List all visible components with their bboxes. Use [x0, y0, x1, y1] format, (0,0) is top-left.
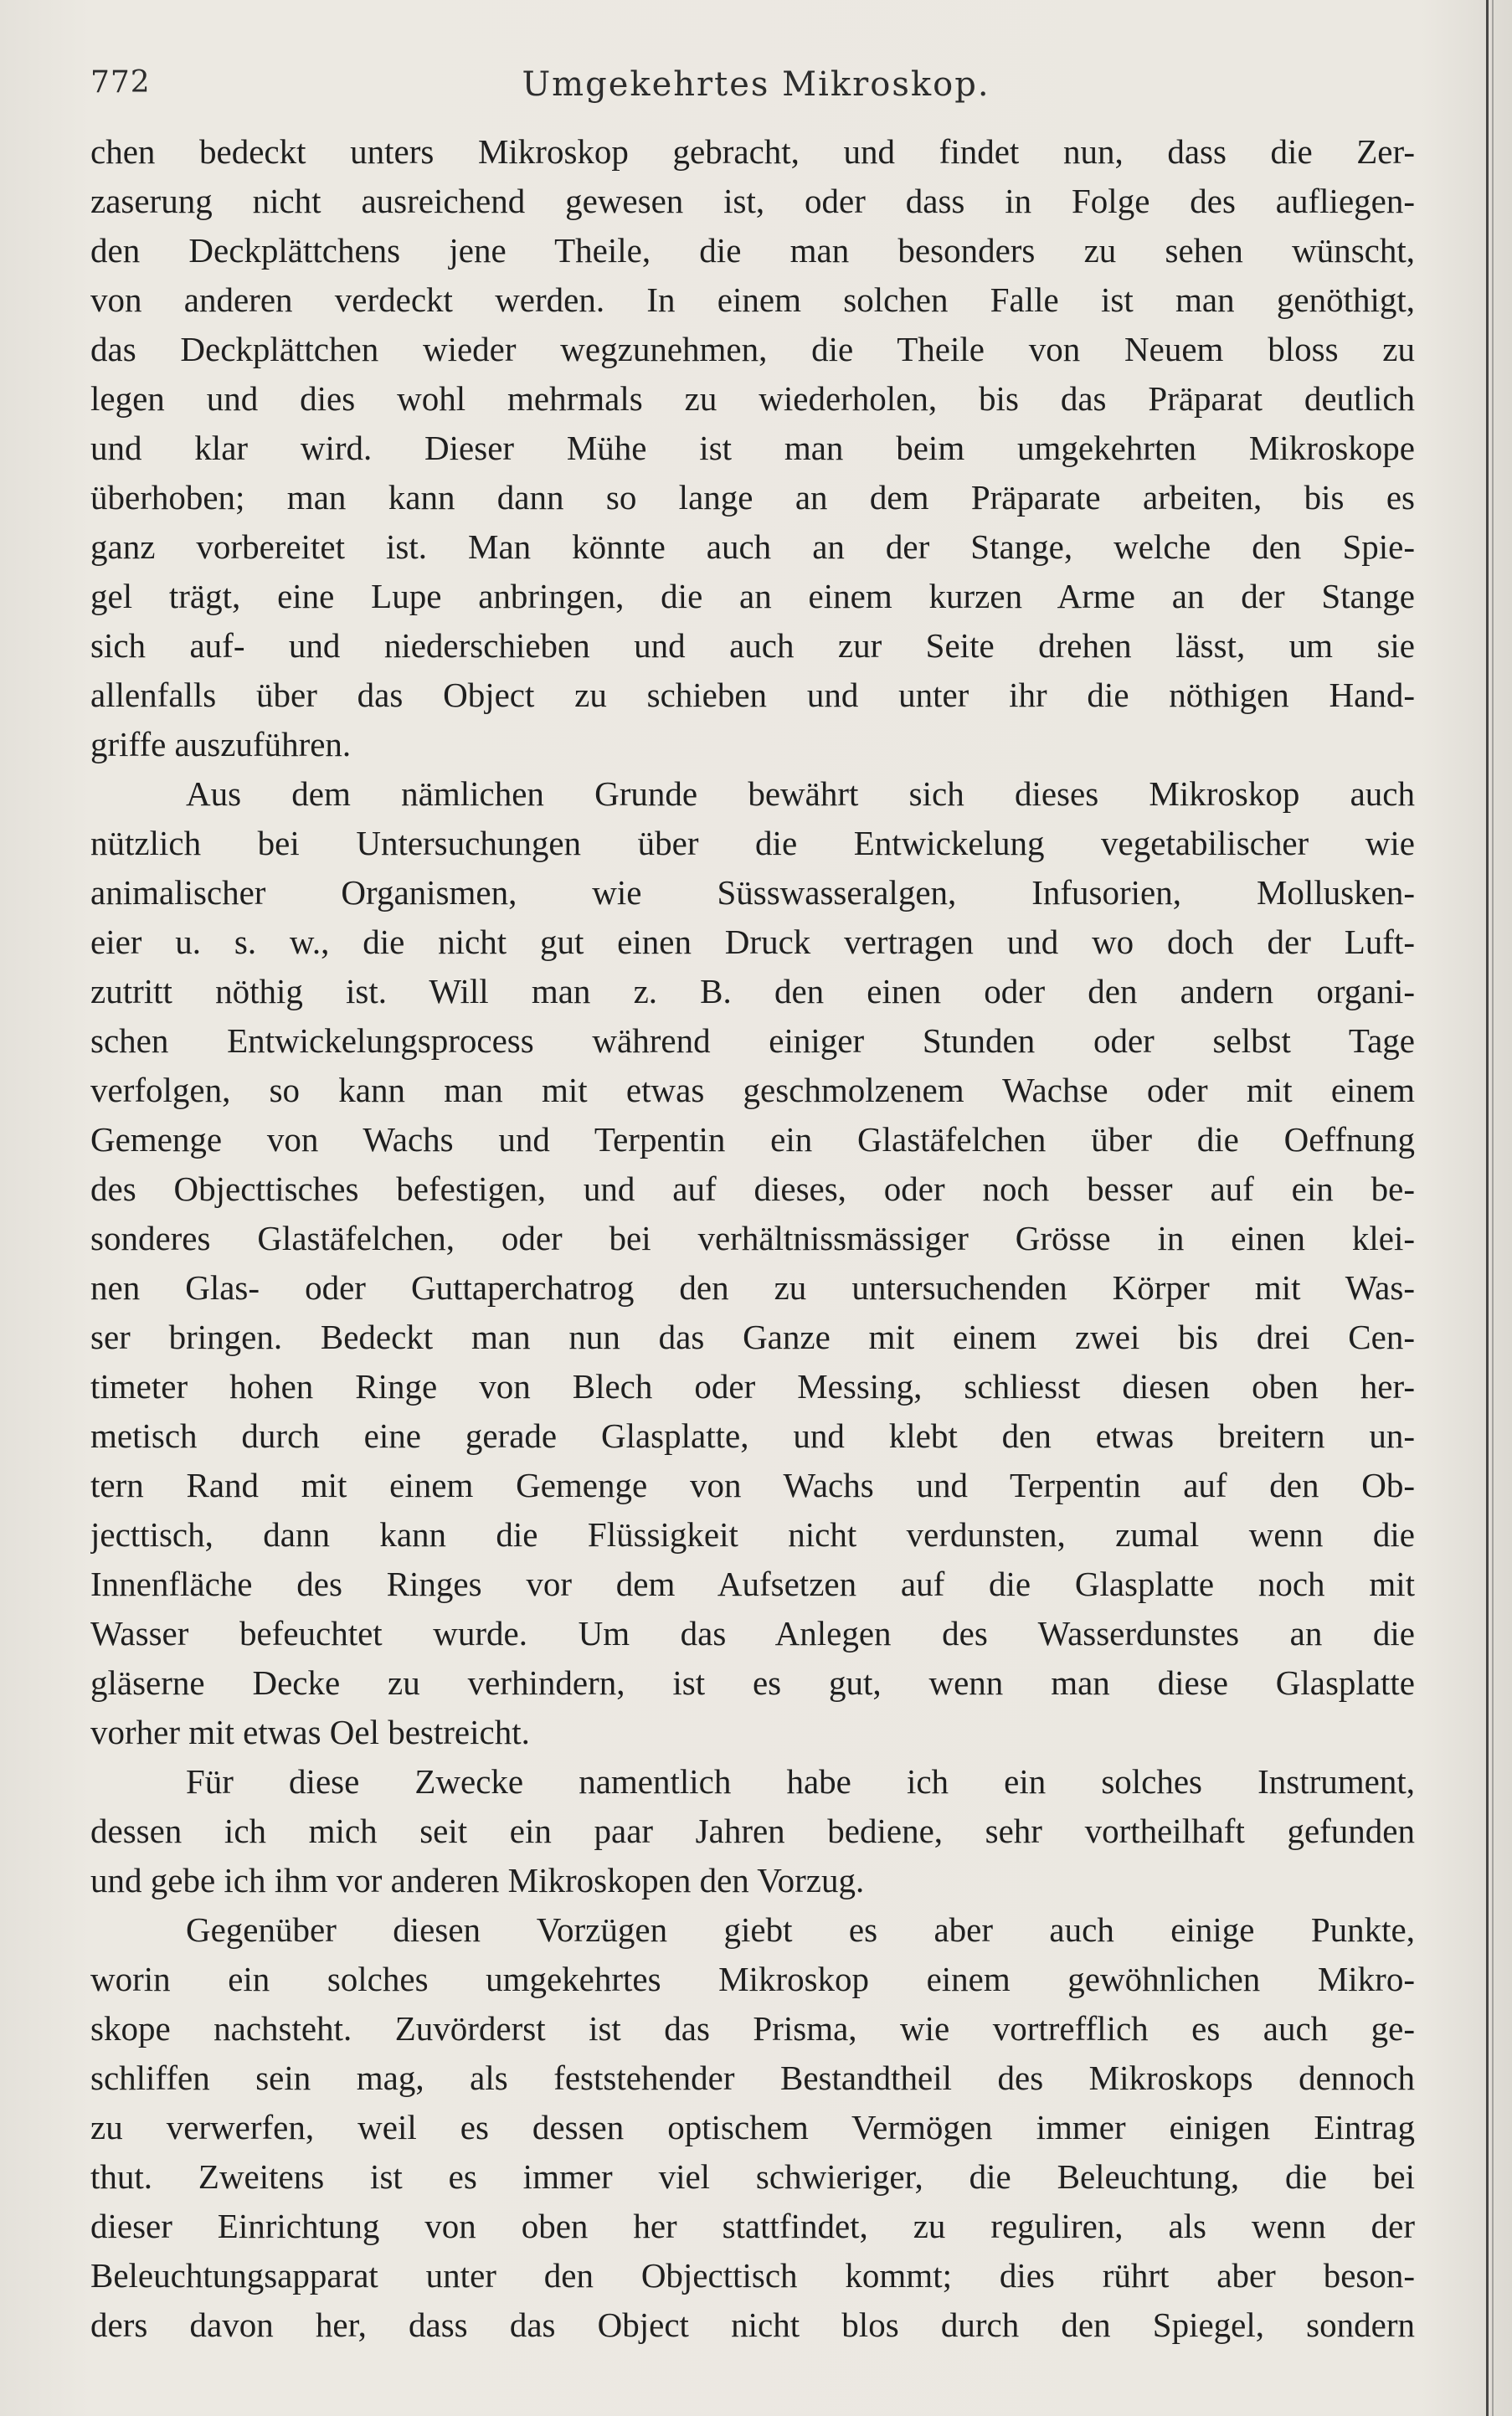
body-text: [90, 127, 1415, 2350]
text-line: legen und dies wohl mehrmals zu wiederholen, bis das Präparat deutlich: [90, 379, 1415, 418]
paragraph-first-line: Für diese Zwecke namentlich habe ich ein solches Instrument,: [186, 1762, 1415, 1801]
text-line: timeter hohen Ringe von Blech oder Messing, schliesst diesen oben her-: [90, 1367, 1415, 1406]
text-line: nen Glas- oder Guttaperchatrog den zu untersuchenden Körper mit Was-: [90, 1268, 1415, 1307]
text-line: allenfalls über das Object zu schieben und unter ihr die nöthigen Hand-: [90, 676, 1415, 714]
text-line: überhoben; man kann dann so lange an dem Präparate arbeiten, bis es: [90, 478, 1415, 517]
running-title: Umgekehrtes Mikroskop.: [522, 65, 990, 104]
text-line: verfolgen, so kann man mit etwas geschmolzenem Wachse oder mit einem: [90, 1071, 1415, 1109]
text-line: Gemenge von Wachs und Terpentin ein Glastäfelchen über die Oeffnung: [90, 1120, 1415, 1159]
page-edge-line: [1492, 0, 1494, 2416]
text-line: den Deckplättchens jene Theile, die man besonders zu sehen wünscht,: [90, 231, 1415, 270]
text-line: schen Entwickelungsprocess während einiger Stunden oder selbst Tage: [90, 1021, 1415, 1060]
text-line: gel trägt, eine Lupe anbringen, die an einem kurzen Arme an der Stange: [90, 577, 1415, 615]
text-line: jecttisch, dann kann die Flüssigkeit nicht verdunsten, zumal wenn die: [90, 1515, 1415, 1554]
text-line: von anderen verdeckt werden. In einem solchen Falle ist man genöthigt,: [90, 280, 1415, 319]
text-line: tern Rand mit einem Gemenge von Wachs und Terpentin auf den Ob-: [90, 1466, 1415, 1504]
text-line: dessen ich mich seit ein paar Jahren bediene, sehr vortheilhaft gefunden: [90, 1812, 1415, 1850]
paragraph-first-line: Aus dem nämlichen Grunde bewährt sich dieses Mikroskop auch: [186, 774, 1415, 813]
text-line: Innenfläche des Ringes vor dem Aufsetzen auf die Glasplatte noch mit: [90, 1565, 1415, 1603]
text-line: sonderes Glastäfelchen, oder bei verhältnissmässiger Grösse in einen klei-: [90, 1219, 1415, 1257]
paragraph-first-line: Gegenüber diesen Vorzügen giebt es aber auch einige Punkte,: [186, 1910, 1415, 1949]
text-line: schliffen sein mag, als feststehender Bestandtheil des Mikroskops dennoch: [90, 2059, 1415, 2097]
text-line: ser bringen. Bedeckt man nun das Ganze mit einem zwei bis drei Cen-: [90, 1318, 1415, 1356]
text-line: animalischer Organismen, wie Süsswasseralgen, Infusorien, Mollusken-: [90, 873, 1415, 912]
text-line: sich auf- und niederschieben und auch zur Seite drehen lässt, um sie: [90, 626, 1415, 665]
text-line: griffe auszuführen.: [90, 725, 352, 763]
text-line: worin ein solches umgekehrtes Mikroskop einem gewöhnlichen Mikro-: [90, 1960, 1415, 1998]
text-line: chen bedeckt unters Mikroskop gebracht, und findet nun, dass die Zer-: [90, 132, 1415, 171]
text-line: ders davon her, dass das Object nicht blos durch den Spiegel, sondern: [90, 2305, 1415, 2344]
text-line: thut. Zweitens ist es immer viel schwieriger, die Beleuchtung, die bei: [90, 2157, 1415, 2196]
text-line: dieser Einrichtung von oben her stattfindet, zu reguliren, als wenn der: [90, 2207, 1415, 2245]
page-number: 772: [90, 65, 151, 100]
text-line: nützlich bei Untersuchungen über die Entwickelung vegetabilischer wie: [90, 824, 1415, 862]
text-line: das Deckplättchen wieder wegzunehmen, die Theile von Neuem bloss zu: [90, 330, 1415, 368]
text-line: und gebe ich ihm vor anderen Mikroskopen den Vorzug.: [90, 1861, 865, 1899]
text-line: Beleuchtungsapparat unter den Objecttisch kommt; dies rührt aber beson-: [90, 2256, 1415, 2295]
text-line: zu verwerfen, weil es dessen optischem Vermögen immer einigen Eintrag: [90, 2108, 1415, 2146]
text-line: zutritt nöthig ist. Will man z. B. den einen oder den andern organi-: [90, 972, 1415, 1010]
text-line: metisch durch eine gerade Glasplatte, und klebt den etwas breitern un-: [90, 1416, 1415, 1455]
text-line: Wasser befeuchtet wurde. Um das Anlegen des Wasserdunstes an die: [90, 1614, 1415, 1653]
text-line: und klar wird. Dieser Mühe ist man beim umgekehrten Mikroskope: [90, 429, 1415, 467]
page-header: [90, 65, 1422, 116]
text-line: skope nachsteht. Zuvörderst ist das Prisma, wie vortrefflich es auch ge-: [90, 2009, 1415, 2048]
text-line: zaserung nicht ausreichend gewesen ist, oder dass in Folge des aufliegen-: [90, 182, 1415, 220]
text-line: des Objecttisches befestigen, und auf dieses, oder noch besser auf ein be-: [90, 1169, 1415, 1208]
text-line: ganz vorbereitet ist. Man könnte auch an der Stange, welche den Spie-: [90, 527, 1415, 566]
text-line: gläserne Decke zu verhindern, ist es gut, wenn man diese Glasplatte: [90, 1663, 1415, 1702]
text-line: vorher mit etwas Oel bestreicht.: [90, 1713, 530, 1751]
text-line: eier u. s. w., die nicht gut einen Druck vertragen und wo doch der Luft-: [90, 923, 1415, 961]
page-edge-shadow: [1486, 0, 1489, 2416]
